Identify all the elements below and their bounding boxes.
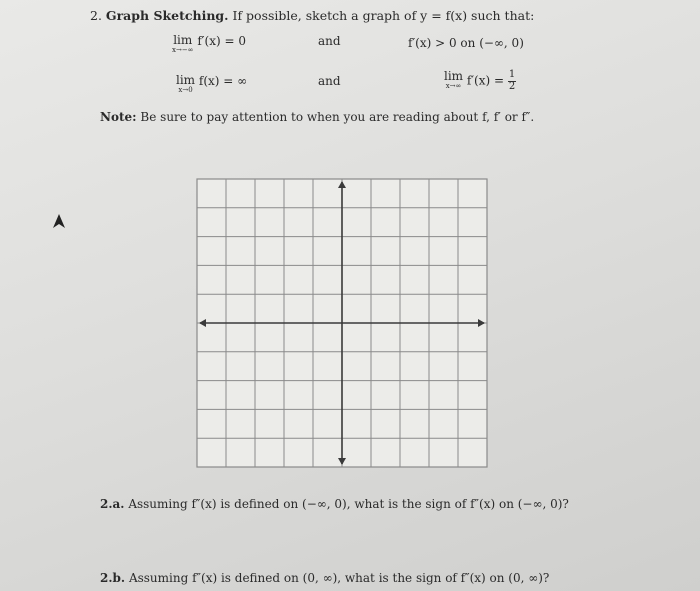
limit-operator: lim x→0 xyxy=(176,73,196,94)
note xyxy=(100,110,534,124)
question-2a-text: Assuming f″(x) is defined on (−∞, 0), what is the sign of f″(x) on (−∞, 0)? xyxy=(128,497,569,511)
condition-2-right-expr: f′(x) = xyxy=(466,73,505,88)
problem-heading xyxy=(90,8,534,23)
mouse-pointer-icon xyxy=(52,212,66,230)
condition-1-right: f′(x) > 0 on (−∞, 0) xyxy=(408,36,524,50)
condition-2-and: and xyxy=(318,74,341,88)
note-text: Be sure to pay attention to when you are reading about f, f′ or f″. xyxy=(140,110,535,124)
condition-1-and: and xyxy=(318,34,341,48)
limit-operator: lim x→−∞ xyxy=(172,33,194,54)
graph-grid[interactable] xyxy=(196,178,488,468)
question-2b xyxy=(100,571,549,585)
question-2b-text: Assuming f″(x) is defined on (0, ∞), what is the sign of f″(x) on (0, ∞)? xyxy=(128,571,550,585)
question-2a-label: 2.a. xyxy=(100,497,125,511)
fraction: $\frac{1}{2}$ xyxy=(508,69,516,92)
question-2a xyxy=(100,497,569,511)
condition-1-left-expr: f′(x) = 0 xyxy=(197,34,246,48)
note-label: Note: xyxy=(100,110,137,124)
problem-number: 2. xyxy=(90,8,102,23)
condition-2-left xyxy=(176,74,247,94)
condition-1-left xyxy=(172,34,246,54)
question-2b-label: 2.b. xyxy=(100,571,126,585)
condition-2-left-expr: f(x) = ∞ xyxy=(198,74,248,88)
condition-2-right xyxy=(444,70,516,92)
problem-prompt: If possible, sketch a graph of y = f(x) such that: xyxy=(232,8,535,23)
limit-operator: lim x→∞ xyxy=(444,69,464,90)
problem-title: Graph Sketching. xyxy=(105,8,229,23)
